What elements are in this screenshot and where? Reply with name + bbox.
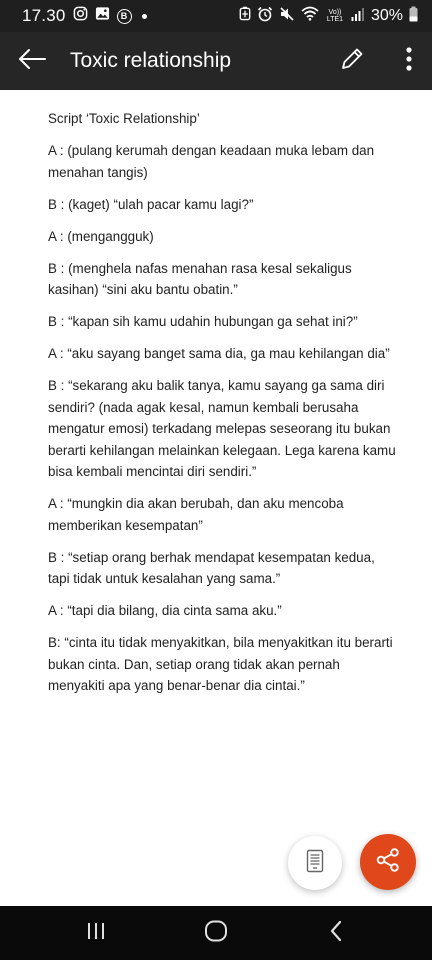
status-right	[239, 6, 418, 27]
document-icon	[306, 849, 324, 878]
battery-icon	[409, 6, 418, 27]
b-app-icon	[117, 9, 132, 24]
more-vertical-icon	[406, 47, 412, 76]
status-time: 17.30	[22, 6, 66, 25]
document-paragraph: B : “kapan sih kamu udahin hubungan ga sehat ini?”	[48, 314, 358, 329]
document-paragraph: A : (pulang kerumah dengan keadaan muka lebam dan menahan tangis)	[48, 143, 375, 180]
arrow-left-icon	[17, 48, 47, 75]
battery-percentage: 30%	[370, 7, 403, 24]
document-paragraph: B : “setiap orang berhak mendapat kesempatan kedua, tapi tidak untuk kesalahan yang sama.”	[48, 549, 375, 586]
b-app-badge: B	[120, 10, 128, 21]
status-left	[22, 6, 147, 26]
app-bar	[0, 32, 432, 90]
document-content	[48, 108, 398, 707]
pencil-icon	[339, 46, 365, 77]
signal-icon	[351, 7, 365, 26]
volte-label: Vo)) LTE1	[326, 9, 344, 23]
back-button[interactable]	[0, 32, 64, 90]
document-paragraph: A : “tapi dia bilang, dia cinta sama aku.”	[48, 603, 282, 618]
more-options-button[interactable]	[394, 32, 424, 90]
document-paragraph: A : “aku sayang banget sama dia, ga mau kehilangan dia”	[48, 346, 390, 361]
home-icon	[204, 920, 228, 947]
gallery-icon	[95, 6, 110, 26]
home-button[interactable]	[186, 906, 246, 960]
nav-back-button[interactable]	[306, 906, 366, 960]
document-paragraph: A : “mungkin dia akan berubah, dan aku mencoba memberikan kesempatan”	[48, 496, 344, 533]
document-paragraph: A : (mengangguk)	[48, 228, 154, 244]
system-navigation-bar	[0, 906, 432, 960]
notification-dot-icon	[142, 14, 147, 19]
page-title: Toxic relationship	[70, 49, 232, 72]
battery-saver-icon	[239, 6, 251, 26]
share-icon	[375, 847, 401, 878]
instagram-icon	[73, 6, 88, 26]
document-paragraph: B : (kaget) “ulah pacar kamu lagi?”	[48, 196, 254, 212]
recents-icon	[86, 921, 106, 946]
document-paragraph: B: “cinta itu tidak menyakitkan, bila menyakitkan itu berarti bukan cinta. Dan, setiap orang tidak akan pernah menyakiti apa yang benar-benar dia cintai.”	[48, 635, 393, 693]
edit-button[interactable]	[332, 32, 372, 90]
wifi-icon	[301, 6, 319, 26]
alarm-icon	[257, 6, 273, 27]
recents-button[interactable]	[66, 906, 126, 960]
status-bar	[0, 0, 432, 32]
back-icon	[329, 920, 343, 947]
document-paragraph: B : (menghela nafas menahan rasa kesal sekaligus kasihan) “sini aku bantu obatin.”	[48, 260, 352, 297]
document-paragraph: B : “sekarang aku balik tanya, kamu sayang ga sama diri sendiri? (nada agak kesal, namun kembali berusaha mengatur emosi) terkadang melepas seseorang itu bukan berarti kehilangan melainkan kelegaan. Lega karena kamu bisa kembali mencintai diri sendiri.”	[48, 378, 396, 479]
share-button[interactable]	[360, 834, 416, 890]
mute-icon	[279, 6, 295, 27]
reading-mode-button[interactable]	[288, 836, 342, 890]
document-paragraph: Script ‘Toxic Relationship’	[48, 111, 200, 126]
